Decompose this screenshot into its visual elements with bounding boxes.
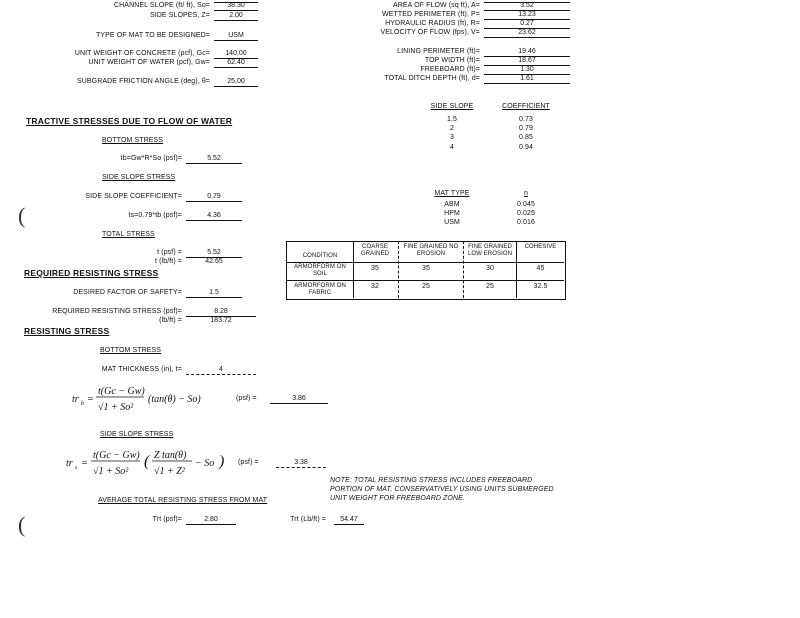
input-value-channel-slope: 38.30 [214,2,258,11]
total-stress-psf-value: 5.52 [186,249,242,258]
side-slope-cell: 1.5 [446,116,458,123]
svg-text:=: = [81,458,88,469]
n-cell: 0.016 [516,219,536,226]
result-value-ditch-depth: 1.61 [484,75,570,84]
svg-text:tr: tr [72,394,79,405]
required-stress-psf-label: REQUIRED RESISTING STRESS (psf)= [52,308,182,315]
result-value-area: 3.52 [484,2,570,11]
condition-cell: 35 [371,265,379,272]
svg-text:(tan(θ) − So): (tan(θ) − So) [148,394,201,405]
svg-text:tr: tr [66,458,73,469]
input-value-unit-weight-water: 62.40 [214,59,258,68]
input-value-unit-weight-concrete: 140.00 [214,50,258,59]
mat-type-cell: ABM [444,201,460,208]
mat-type-cell: USM [444,219,460,226]
n-cell: 0.025 [516,210,536,217]
input-label-unit-weight-concrete: UNIT WEIGHT OF CONCRETE (pcf), Gc= [74,50,210,57]
condition-row-label: ARMORFORM ON FABRIC [294,283,346,296]
fine-low-erosion-header: FINE GRAINED LOW EROSION [467,244,513,257]
side-slope-cell: 3 [450,134,454,141]
result-value-velocity: 23.62 [484,29,570,38]
total-stress-lbft-value: 42.65 [205,258,223,265]
side-resisting-stress-formula [64,446,234,480]
coefficient-cell: 0.79 [518,125,534,132]
result-label-hydraulic-radius: HYDRAULIC RADIUS (ft), R= [385,20,480,27]
trt-lbft-value: 54.47 [334,516,364,525]
side-resisting-value: 3.38 [276,459,326,468]
svg-text:=: = [87,394,94,405]
bottom-resisting-value: 3.86 [270,395,328,404]
result-label-top-width: TOP WIDTH (ft)= [424,57,480,64]
svg-text:√1 + So²: √1 + So² [98,402,134,413]
condition-cell: 32 [371,283,379,290]
input-label-channel-slope: CHANNEL SLOPE (ft/ ft), So= [114,2,210,9]
result-label-freeboard: FREEBOARD (ft)= [420,66,480,73]
bottom-resisting-units: (psf) = [236,395,257,402]
input-label-unit-weight-water: UNIT WEIGHT OF WATER (pcf), Gw= [88,59,210,66]
subheading-total-stress: TOTAL STRESS [102,231,155,238]
svg-text:Z tan(θ): Z tan(θ) [154,450,187,461]
mat-thickness-label: MAT THICKNESS (in), t= [101,366,182,373]
cohesive-header: COHESIVE [524,244,557,250]
section-title-required: REQUIRED RESISTING STRESS [24,268,159,278]
condition-cell: 32.5 [533,283,548,290]
svg-text:t(Gc − Gw): t(Gc − Gw) [98,386,145,397]
side-slope-coef-value: 0.79 [186,193,242,202]
binder-hole-mark: ( [18,203,26,228]
condition-cell: 25 [422,283,430,290]
svg-text:b: b [81,401,84,407]
binder-hole-mark: ( [18,512,26,537]
factor-of-safety-label: DESIRED FACTOR OF SAFETY= [73,289,182,296]
coefficient-cell: 0.85 [518,134,534,141]
svg-text:t(Gc − Gw): t(Gc − Gw) [93,450,140,461]
condition-header: CONDITION [302,253,338,259]
side-slope-cell: 4 [450,144,454,151]
trt-lbft-label: Trt (Lb/ft) = [290,516,326,523]
result-value-top-width: 18.67 [484,57,570,66]
condition-cell: 25 [486,283,494,290]
result-value-lining-perimeter: 19.46 [484,48,570,57]
fine-no-erosion-header: FINE GRAINED NO EROSION [403,244,459,257]
side-slope-coef-label: SIDE SLOPE COEFFICIENT= [85,193,182,200]
svg-text:s: s [75,465,78,471]
required-stress-lbft-value: 183.72 [210,317,232,324]
tb-value: 5.52 [186,155,242,164]
n-cell: 0.045 [516,201,536,208]
coefficient-cell: 0.73 [518,116,534,123]
result-label-area: AREA OF FLOW (sq ft), A= [392,2,480,9]
side-slope-cell: 2 [450,125,454,132]
mat-type-header: MAT TYPE [434,190,470,197]
ts-label: ts=0.79*tb (psf)= [128,212,182,219]
result-value-wetted-perimeter: 13.23 [484,11,570,20]
note-text: NOTE: TOTAL RESISTING STRESS INCLUDES FREEBOARD PORTION OF MAT, CONSERVATIVELY USING UNITS SUBMERGED UNIT WEIGHT FOR FREEBOARD ZONE. [330,477,554,502]
svg-text:(: ( [144,453,150,470]
result-label-velocity: VELOCITY OF FLOW (fps), V= [380,29,480,36]
input-value-friction-angle: 25.00 [214,78,258,87]
input-label-mat-type: TYPE OF MAT TO BE DESIGNED= [95,32,210,39]
subheading-side-slope-stress: SIDE SLOPE STRESS [102,174,176,181]
condition-cell: 45 [536,265,545,272]
subheading-bottom-stress-resisting: BOTTOM STRESS [100,347,162,354]
mat-type-cell: HPM [444,210,460,217]
section-title-resisting: RESISTING STRESS [24,326,110,336]
n-header: n [524,190,528,197]
result-label-lining-perimeter: LINING PERIMETER (ft)= [397,48,480,55]
total-stress-lbft-label: t (lb/ft) = [155,258,182,265]
required-stress-psf-value: 8.28 [186,308,256,317]
input-label-friction-angle: SUBGRADE FRICTION ANGLE (deg), θ= [76,78,210,85]
coarse-grained-header: COARSE GRAINED [360,244,390,257]
condition-cell: 35 [422,265,430,272]
trt-psf-label: Trt (psf)= [152,516,182,523]
input-label-side-slopes: SIDE SLOPES, Z= [149,12,210,19]
svg-text:− So: − So [195,458,215,469]
result-label-ditch-depth: TOTAL DITCH DEPTH (ft), d= [384,75,480,82]
result-value-hydraulic-radius: 0.27 [484,20,570,29]
svg-text:√1 + So²: √1 + So² [93,466,129,477]
mat-thickness-value: 4 [186,366,256,375]
required-stress-lbft-label: (lb/ft) = [159,317,182,324]
coefficient-cell: 0.94 [518,144,534,151]
side-slope-header: SIDE SLOPE [430,103,474,110]
condition-cell: 30 [486,265,494,272]
input-value-side-slopes: 2.00 [214,12,258,21]
condition-row-label: ARMORFORM ON SOIL [294,264,346,277]
factor-of-safety-value: 1.5 [186,289,242,298]
section-title-tractive: TRACTIVE STRESSES DUE TO FLOW OF WATER [26,116,233,126]
tb-label: tb=Gw*R*So (psf)= [120,155,182,162]
coefficient-header: COEFFICIENT [502,103,550,110]
svg-text:√1 + Z²: √1 + Z² [154,466,185,477]
side-resisting-units: (psf) = [238,459,259,466]
result-value-freeboard: 1.30 [484,66,570,75]
subheading-side-slope-stress-resisting: SIDE SLOPE STRESS [100,431,174,438]
subheading-bottom-stress: BOTTOM STRESS [102,137,164,144]
subheading-average-resisting: AVERAGE TOTAL RESISTING STRESS FROM MAT [98,497,268,504]
input-value-mat-type: USM [214,32,258,41]
svg-text:): ) [219,453,225,470]
ts-value: 4.36 [186,212,242,221]
bottom-resisting-stress-formula [70,382,232,416]
result-label-wetted-perimeter: WETTED PERIMETER (ft), P= [382,11,480,18]
total-stress-psf-label: t (psf) = [157,249,182,256]
trt-psf-value: 2.80 [186,516,236,525]
